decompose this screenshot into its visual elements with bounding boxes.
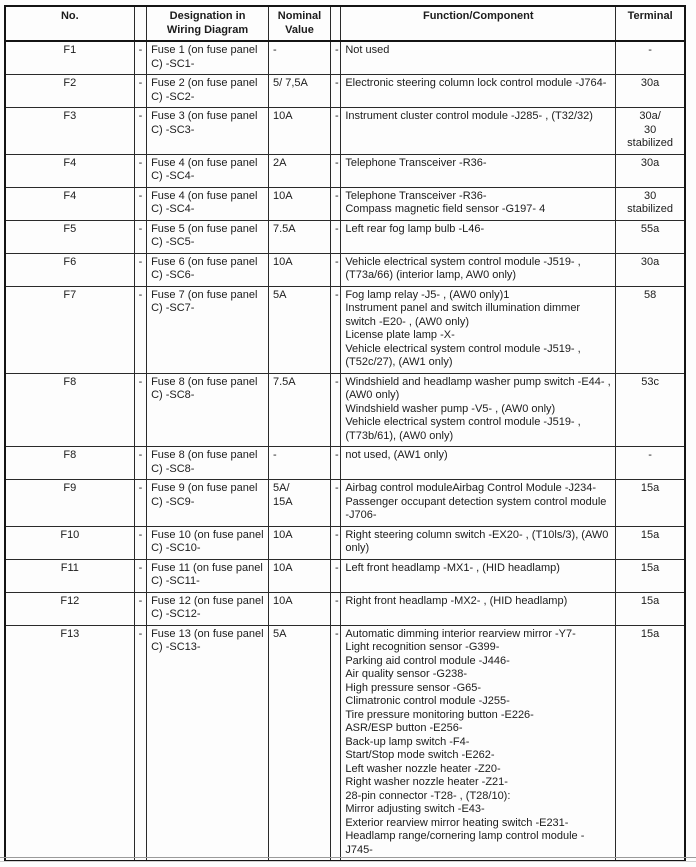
nominal-value-cell	[269, 286, 331, 373]
designation-cell	[147, 41, 269, 75]
nominal-value-cell	[269, 447, 331, 480]
cell-line: Fuse 6 (on fuse panel C) -SC6-	[151, 255, 258, 281]
cell-line: 58	[643, 288, 657, 301]
designation-cell	[147, 75, 269, 108]
designation-cell	[147, 220, 269, 253]
designation-cell	[147, 625, 269, 861]
cell-line: 30	[643, 189, 657, 202]
cell-line: Left rear fog lamp bulb -L46-	[345, 222, 485, 235]
nominal-value-cell	[269, 625, 331, 861]
cell-line: Instrument cluster control module -J285- , (T32/32)	[345, 110, 593, 122]
cell-line: Fuse 11 (on fuse panel C) -SC11-	[151, 561, 263, 587]
dash-cell	[134, 480, 146, 527]
cell-line: Fuse 4 (on fuse panel C) -SC4-	[151, 156, 258, 182]
cell-line: -	[335, 110, 339, 122]
cell-line: 10A	[273, 189, 293, 202]
cell-line: Automatic dimming interior rearview mirror -Y7-	[345, 627, 576, 640]
cell-line: -	[138, 156, 143, 169]
nominal-value-cell	[269, 592, 331, 625]
cell-line: 7.5A	[273, 375, 296, 388]
cell-line: 10A	[273, 110, 293, 122]
cell-line: Right steering column switch -EX20- , (T10ls/3), (AW0 only)	[345, 528, 609, 554]
cell-line: Fuse 4 (on fuse panel C) -SC4-	[151, 189, 258, 215]
cell-line: stabilized	[627, 203, 674, 215]
cell-line: -	[273, 449, 277, 461]
cell-line: -	[138, 528, 143, 541]
nominal-value-cell	[269, 75, 331, 108]
cell-line: F4	[63, 156, 77, 169]
dash-cell	[134, 108, 146, 155]
dash-cell	[134, 592, 146, 625]
column-header-no: No.	[5, 6, 134, 41]
designation-cell	[147, 154, 269, 187]
cell-line: F4	[63, 189, 77, 202]
cell-line: Left front headlamp -MX1- , (HID headlamp)	[345, 561, 560, 574]
cell-line: Instrument panel and switch illumination dimmer switch -E20- , (AW0 only)	[345, 302, 581, 328]
table-row	[5, 286, 685, 373]
fuse-no-cell	[5, 253, 134, 286]
fuse-assignment-table	[4, 5, 686, 862]
designation-cell	[147, 253, 269, 286]
cell-line: 2A	[273, 156, 287, 169]
table-row	[5, 253, 685, 286]
cell-line: F6	[63, 255, 77, 268]
dash-cell	[134, 220, 146, 253]
cell-line: 5A	[273, 627, 287, 640]
cell-line: ASR/ESP button -E256-	[345, 722, 463, 734]
cell-line: Telephone Transceiver -R36-	[345, 189, 487, 202]
dash-cell	[134, 373, 146, 447]
designation-cell	[147, 187, 269, 220]
cell-line: -	[335, 375, 339, 388]
cell-line: Air quality sensor -G238-	[345, 668, 467, 680]
dash-cell	[134, 41, 146, 75]
fuse-no-cell	[5, 75, 134, 108]
cell-line: 30a	[640, 156, 660, 169]
cell-line: 10A	[273, 255, 293, 268]
cell-line: -	[335, 44, 339, 56]
dash-cell	[331, 526, 341, 559]
cell-line: 5/ 7,5A	[273, 77, 308, 89]
cell-line: 10A	[273, 594, 293, 607]
terminal-cell	[616, 447, 685, 480]
table-row	[5, 108, 685, 155]
cell-line: Airbag control moduleAirbag Control Module -J234-	[345, 482, 597, 494]
nominal-value-cell	[269, 41, 331, 75]
designation-cell	[147, 480, 269, 527]
dash-cell	[134, 253, 146, 286]
dash-cell	[134, 526, 146, 559]
cell-line: Compass magnetic field sensor -G197- 4	[345, 203, 546, 215]
terminal-cell	[616, 526, 685, 559]
dash-cell	[134, 625, 146, 861]
cell-line: Fuse 12 (on fuse panel C) -SC12-	[151, 594, 264, 620]
cell-line: -	[335, 594, 339, 607]
terminal-cell	[616, 154, 685, 187]
cell-line: Fuse 2 (on fuse panel C) -SC2-	[151, 77, 258, 103]
cell-line: -	[648, 44, 652, 56]
cell-line: F8	[63, 375, 77, 388]
fuse-no-cell	[5, 526, 134, 559]
cell-line: 15A	[273, 495, 293, 508]
table-row	[5, 480, 685, 527]
cell-line: F7	[63, 288, 77, 301]
cell-line: F8	[63, 449, 77, 461]
dash-cell	[331, 220, 341, 253]
cell-line: F9	[63, 482, 77, 494]
cell-line: -	[335, 189, 339, 202]
cell-line: 7.5A	[273, 222, 296, 235]
cell-line: 15a	[640, 594, 660, 607]
fuse-no-cell	[5, 41, 134, 75]
cell-line: -	[138, 594, 143, 607]
dash-cell	[331, 480, 341, 527]
table-row	[5, 526, 685, 559]
column-header-designation: Designation in Wiring Diagram	[147, 6, 269, 41]
table-row	[5, 75, 685, 108]
cell-line: Fuse 9 (on fuse panel C) -SC9-	[151, 482, 258, 508]
dash-cell	[134, 187, 146, 220]
function-cell	[341, 253, 616, 286]
dash-cell	[331, 286, 341, 373]
column-header-spacer-1	[134, 6, 146, 41]
cell-line: -	[138, 449, 143, 461]
cell-line: -	[335, 288, 339, 301]
cell-line: not used, (AW1 only)	[345, 449, 448, 461]
cell-line: 5A	[273, 288, 287, 301]
function-cell	[341, 625, 616, 861]
cell-line: Left washer nozzle heater -Z20-	[345, 762, 501, 775]
column-header-spacer-2	[331, 6, 341, 41]
cell-line: -	[335, 255, 339, 268]
function-cell	[341, 41, 616, 75]
nominal-value-cell	[269, 154, 331, 187]
terminal-cell	[616, 373, 685, 447]
cell-line: License plate lamp -X-	[345, 329, 455, 341]
designation-cell	[147, 373, 269, 447]
fuse-no-cell	[5, 447, 134, 480]
dash-cell	[134, 286, 146, 373]
table-row	[5, 373, 685, 447]
dash-cell	[331, 187, 341, 220]
cell-line: High pressure sensor -G65-	[345, 681, 482, 694]
cell-line: Tire pressure monitoring button -E226-	[345, 708, 534, 721]
cell-line: stabilized	[627, 137, 674, 149]
cell-line: Windshield washer pump -V5- , (AW0 only)	[345, 402, 556, 415]
cell-line: Vehicle electrical system control module -J519- , (T73a/66) (interior lamp, AW0 only)	[345, 255, 581, 281]
fuse-no-cell	[5, 480, 134, 527]
terminal-cell	[616, 592, 685, 625]
cell-line: -	[138, 222, 143, 235]
fuse-no-cell	[5, 286, 134, 373]
cell-line: Fuse 3 (on fuse panel C) -SC3-	[151, 110, 258, 136]
function-cell	[341, 187, 616, 220]
terminal-cell	[616, 220, 685, 253]
designation-cell	[147, 447, 269, 480]
cell-line: Fog lamp relay -J5- , (AW0 only)1	[345, 288, 510, 301]
fuse-no-cell	[5, 154, 134, 187]
cell-line: Passenger occupant detection system control module -J706-	[345, 495, 607, 521]
cell-line: -	[138, 375, 143, 388]
cell-line: -	[138, 627, 143, 640]
cell-line: Fuse 10 (on fuse panel C) -SC10-	[151, 528, 264, 554]
table-row	[5, 187, 685, 220]
table-row	[5, 592, 685, 625]
nominal-value-cell	[269, 373, 331, 447]
cell-line: -	[335, 482, 339, 494]
cell-line: F10	[60, 528, 80, 541]
cell-line: -	[648, 449, 652, 461]
cell-line: -	[138, 44, 143, 56]
designation-cell	[147, 286, 269, 373]
header-row	[5, 6, 685, 41]
nominal-value-cell	[269, 480, 331, 527]
cell-line: Fuse 5 (on fuse panel C) -SC5-	[151, 222, 258, 248]
cell-line: -	[138, 482, 143, 494]
designation-cell	[147, 559, 269, 592]
designation-cell	[147, 108, 269, 155]
dash-cell	[134, 75, 146, 108]
nominal-value-cell	[269, 253, 331, 286]
cell-line: -	[335, 561, 339, 574]
cell-line: 15a	[640, 627, 660, 640]
cell-line: Climatronic control module -J255-	[345, 695, 510, 707]
terminal-cell	[616, 625, 685, 861]
terminal-cell	[616, 108, 685, 155]
designation-cell	[147, 592, 269, 625]
cell-line: Not used	[345, 44, 390, 56]
cell-line: Fuse 7 (on fuse panel C) -SC7-	[151, 288, 258, 314]
table-row	[5, 220, 685, 253]
terminal-cell	[616, 286, 685, 373]
cell-line: Electronic steering column lock control module -J764-	[345, 77, 607, 89]
fuse-no-cell	[5, 373, 134, 447]
function-cell	[341, 108, 616, 155]
terminal-cell	[616, 480, 685, 527]
cell-line: Right washer nozzle heater -Z21-	[345, 776, 508, 788]
cell-line: Back-up lamp switch -F4-	[345, 735, 470, 748]
cell-line: Exterior rearview mirror heating switch -E231-	[345, 816, 569, 829]
cell-line: 53c	[641, 375, 659, 388]
cell-line: 15a	[640, 528, 660, 541]
function-cell	[341, 480, 616, 527]
page-divider	[0, 857, 696, 862]
dash-cell	[331, 625, 341, 861]
cell-line: -	[335, 528, 339, 541]
dash-cell	[331, 154, 341, 187]
dash-cell	[331, 447, 341, 480]
cell-line: F12	[60, 594, 80, 607]
cell-line: F5	[63, 222, 77, 235]
function-cell	[341, 75, 616, 108]
dash-cell	[331, 108, 341, 155]
cell-line: 28-pin connector -T28- , (T28/10):	[345, 789, 511, 802]
cell-line: Fuse 1 (on fuse panel C) -SC1-	[151, 44, 258, 70]
terminal-cell	[616, 187, 685, 220]
terminal-cell	[616, 253, 685, 286]
cell-line: 30a/	[639, 110, 661, 122]
terminal-cell	[616, 559, 685, 592]
dash-cell	[331, 592, 341, 625]
table-row	[5, 41, 685, 75]
cell-line: Headlamp range/cornering lamp control module -J745-	[345, 830, 585, 856]
cell-line: -	[138, 561, 143, 574]
cell-line: -	[335, 77, 339, 89]
nominal-value-cell	[269, 108, 331, 155]
fuse-no-cell	[5, 187, 134, 220]
terminal-cell	[616, 41, 685, 75]
dash-cell	[134, 559, 146, 592]
cell-line: -	[138, 77, 143, 89]
cell-line: Vehicle electrical system control module -J519- , (T73b/61), (AW0 only)	[345, 416, 581, 442]
cell-line: -	[335, 156, 339, 169]
cell-line: 10A	[273, 561, 293, 574]
cell-line: -	[138, 288, 143, 301]
cell-line: 10A	[273, 528, 293, 541]
table-row	[5, 154, 685, 187]
cell-line: -	[273, 44, 277, 56]
cell-line: F3	[63, 110, 77, 122]
cell-line: -	[138, 255, 143, 268]
function-cell	[341, 154, 616, 187]
cell-line: 30a	[640, 255, 660, 268]
fuse-table-body	[5, 41, 685, 861]
table-row	[5, 447, 685, 480]
fuse-no-cell	[5, 592, 134, 625]
fuse-no-cell	[5, 220, 134, 253]
function-cell	[341, 559, 616, 592]
dash-cell	[331, 75, 341, 108]
column-header-nominal-value: Nominal Value	[269, 6, 331, 41]
cell-line: -	[138, 189, 143, 202]
cell-line: Telephone Transceiver -R36-	[345, 156, 487, 169]
dash-cell	[331, 41, 341, 75]
cell-line: -	[138, 110, 143, 122]
fuse-no-cell	[5, 559, 134, 592]
dash-cell	[331, 559, 341, 592]
cell-line: 15a	[640, 561, 660, 574]
dash-cell	[134, 447, 146, 480]
dash-cell	[331, 253, 341, 286]
cell-line: 55a	[640, 222, 660, 235]
nominal-value-cell	[269, 187, 331, 220]
cell-line: -	[335, 627, 339, 640]
cell-line: Light recognition sensor -G399-	[345, 641, 500, 653]
cell-line: Parking aid control module -J446-	[345, 654, 510, 667]
function-cell	[341, 592, 616, 625]
cell-line: Fuse 8 (on fuse panel C) -SC8-	[151, 449, 258, 475]
cell-line: Right front headlamp -MX2- , (HID headlamp)	[345, 594, 568, 607]
cell-line: F11	[60, 561, 79, 574]
cell-line: Mirror adjusting switch -E43-	[345, 803, 485, 815]
cell-line: Fuse 13 (on fuse panel C) -SC13-	[151, 627, 264, 653]
function-cell	[341, 220, 616, 253]
cell-line: Vehicle electrical system control module -J519- , (T52c/27), (AW1 only)	[345, 342, 581, 368]
cell-line: F2	[63, 77, 77, 89]
function-cell	[341, 447, 616, 480]
terminal-cell	[616, 75, 685, 108]
cell-line: 30a	[640, 77, 660, 89]
cell-line: F13	[60, 627, 80, 640]
nominal-value-cell	[269, 526, 331, 559]
nominal-value-cell	[269, 220, 331, 253]
table-row	[5, 625, 685, 861]
cell-line: Start/Stop mode switch -E262-	[345, 749, 495, 761]
cell-line: 15a	[640, 482, 660, 494]
function-cell	[341, 373, 616, 447]
cell-line: 30	[643, 123, 657, 136]
function-cell	[341, 286, 616, 373]
cell-line: Fuse 8 (on fuse panel C) -SC8-	[151, 375, 258, 401]
column-header-function: Function/Component	[341, 6, 616, 41]
dash-cell	[331, 373, 341, 447]
nominal-value-cell	[269, 559, 331, 592]
cell-line: -	[335, 222, 339, 235]
table-row	[5, 559, 685, 592]
cell-line: -	[335, 449, 339, 461]
designation-cell	[147, 526, 269, 559]
cell-line: Windshield and headlamp washer pump switch -E44- , (AW0 only)	[345, 375, 611, 401]
column-header-terminal: Terminal	[616, 6, 685, 41]
cell-line: F1	[63, 44, 77, 56]
function-cell	[341, 526, 616, 559]
cell-line: 5A/	[273, 482, 290, 494]
fuse-no-cell	[5, 108, 134, 155]
fuse-no-cell	[5, 625, 134, 861]
dash-cell	[134, 154, 146, 187]
